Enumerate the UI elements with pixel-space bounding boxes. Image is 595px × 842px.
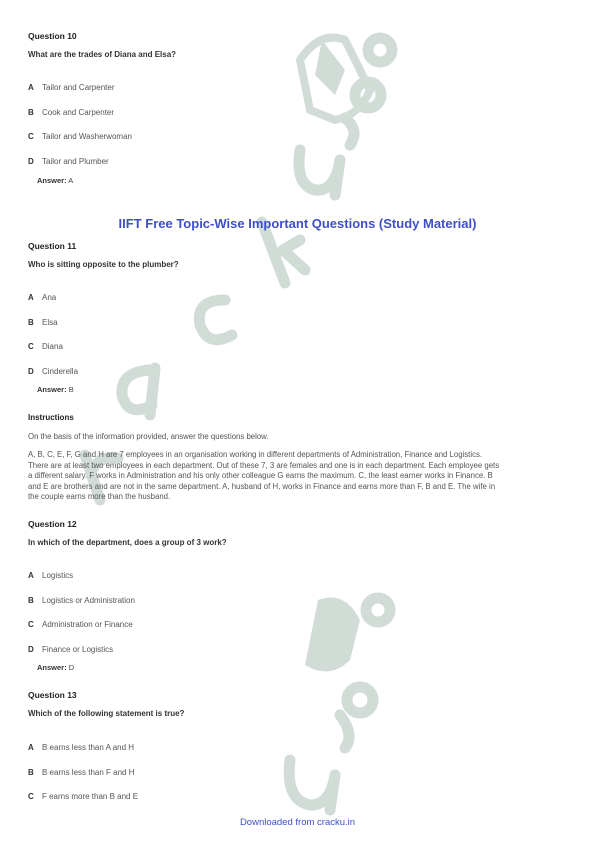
option-letter: D: [28, 645, 34, 654]
instructions-heading: Instructions: [28, 413, 74, 422]
instructions-intro: On the basis of the information provided, answer the questions below.: [28, 432, 269, 441]
option-letter: B: [28, 596, 34, 605]
option-letter: B: [28, 318, 34, 327]
option-text: Administration or Finance: [42, 620, 133, 629]
option-text: Cook and Carpenter: [42, 108, 115, 117]
question-11-option-a[interactable]: [28, 293, 56, 302]
question-13-label: Question 13: [28, 690, 77, 700]
option-letter: B: [28, 108, 34, 117]
question-10-option-b[interactable]: [28, 108, 114, 117]
question-10-option-a[interactable]: [28, 83, 114, 92]
footer-download-link[interactable]: Downloaded from cracku.in: [239, 817, 356, 828]
passage-line: and E are brothers and are not in the same department. A, husband of H, works in Finance and earns more than F, B and E. The wife in: [28, 481, 496, 491]
question-11-answer: [37, 385, 74, 394]
question-13-option-a[interactable]: [28, 743, 134, 752]
option-text: Tailor and Plumber: [42, 157, 109, 166]
option-text: Logistics: [42, 571, 74, 580]
passage-line: the couple earns more than the husband.: [28, 492, 171, 502]
option-letter: C: [28, 342, 34, 351]
question-10-text: What are the trades of Diana and Elsa?: [28, 50, 177, 59]
answer-value: D: [68, 663, 75, 672]
option-text: Diana: [42, 342, 63, 351]
question-11-text: Who is sitting opposite to the plumber?: [28, 260, 179, 269]
passage-line: a different salary. F works in Administration and his only other colleague G earns the maximum. C, the least earner works in Finance. B: [28, 471, 493, 481]
option-text: Tailor and Washerwoman: [42, 132, 132, 141]
question-11-label: Question 11: [28, 241, 77, 251]
question-10-option-d[interactable]: [28, 157, 109, 166]
answer-label: Answer:: [37, 176, 67, 185]
option-text: B earns less than A and H: [42, 743, 135, 752]
question-12-option-b[interactable]: [28, 596, 135, 605]
option-letter: C: [28, 792, 34, 801]
option-letter: C: [28, 132, 34, 141]
question-10-label: Question 10: [28, 31, 77, 41]
question-13-option-c[interactable]: [28, 792, 138, 801]
option-letter: A: [28, 293, 34, 302]
option-text: Finance or Logistics: [42, 645, 114, 654]
option-text: Ana: [42, 293, 57, 302]
question-12-option-a[interactable]: [28, 571, 73, 580]
question-11-option-b[interactable]: [28, 318, 58, 327]
option-text: F earns more than B and E: [42, 792, 139, 801]
option-text: Cinderella: [42, 367, 79, 376]
question-13-text: Which of the following statement is true?: [28, 709, 185, 718]
answer-label: Answer:: [37, 663, 67, 672]
option-letter: D: [28, 367, 34, 376]
option-text: B earns less than F and H: [42, 768, 135, 777]
answer-value: B: [68, 385, 74, 394]
study-material-banner-link[interactable]: IIFT Free Topic-Wise Important Questions (Study Material): [118, 216, 477, 231]
question-12-option-d[interactable]: [28, 645, 113, 654]
question-12-text: In which of the department, does a group of 3 work?: [28, 538, 227, 547]
option-text: Tailor and Carpenter: [42, 83, 115, 92]
option-letter: A: [28, 83, 34, 92]
question-13-option-b[interactable]: [28, 768, 135, 777]
answer-label: Answer:: [37, 385, 67, 394]
option-letter: B: [28, 768, 34, 777]
option-text: Logistics or Administration: [42, 596, 135, 605]
question-10-option-c[interactable]: [28, 132, 132, 141]
option-letter: D: [28, 157, 34, 166]
question-12-label: Question 12: [28, 519, 77, 529]
option-letter: C: [28, 620, 34, 629]
answer-value: A: [68, 176, 74, 185]
question-12-answer: [37, 663, 74, 672]
question-11-option-c[interactable]: [28, 342, 63, 351]
instructions-passage: [28, 450, 568, 503]
option-letter: A: [28, 571, 34, 580]
question-12-option-c[interactable]: [28, 620, 133, 629]
passage-line: A, B, C, E, F, G and H are 7 employees in an organisation working in different departments of Administration, Finance and Logistics.: [28, 450, 483, 459]
option-text: Elsa: [42, 318, 58, 327]
question-10-answer: [37, 176, 73, 185]
passage-line: There are at least two employees in each department. Out of these 7, 3 are females and one is in each department. Each employee gets: [28, 460, 500, 470]
option-letter: A: [28, 743, 34, 752]
question-11-option-d[interactable]: [28, 367, 78, 376]
